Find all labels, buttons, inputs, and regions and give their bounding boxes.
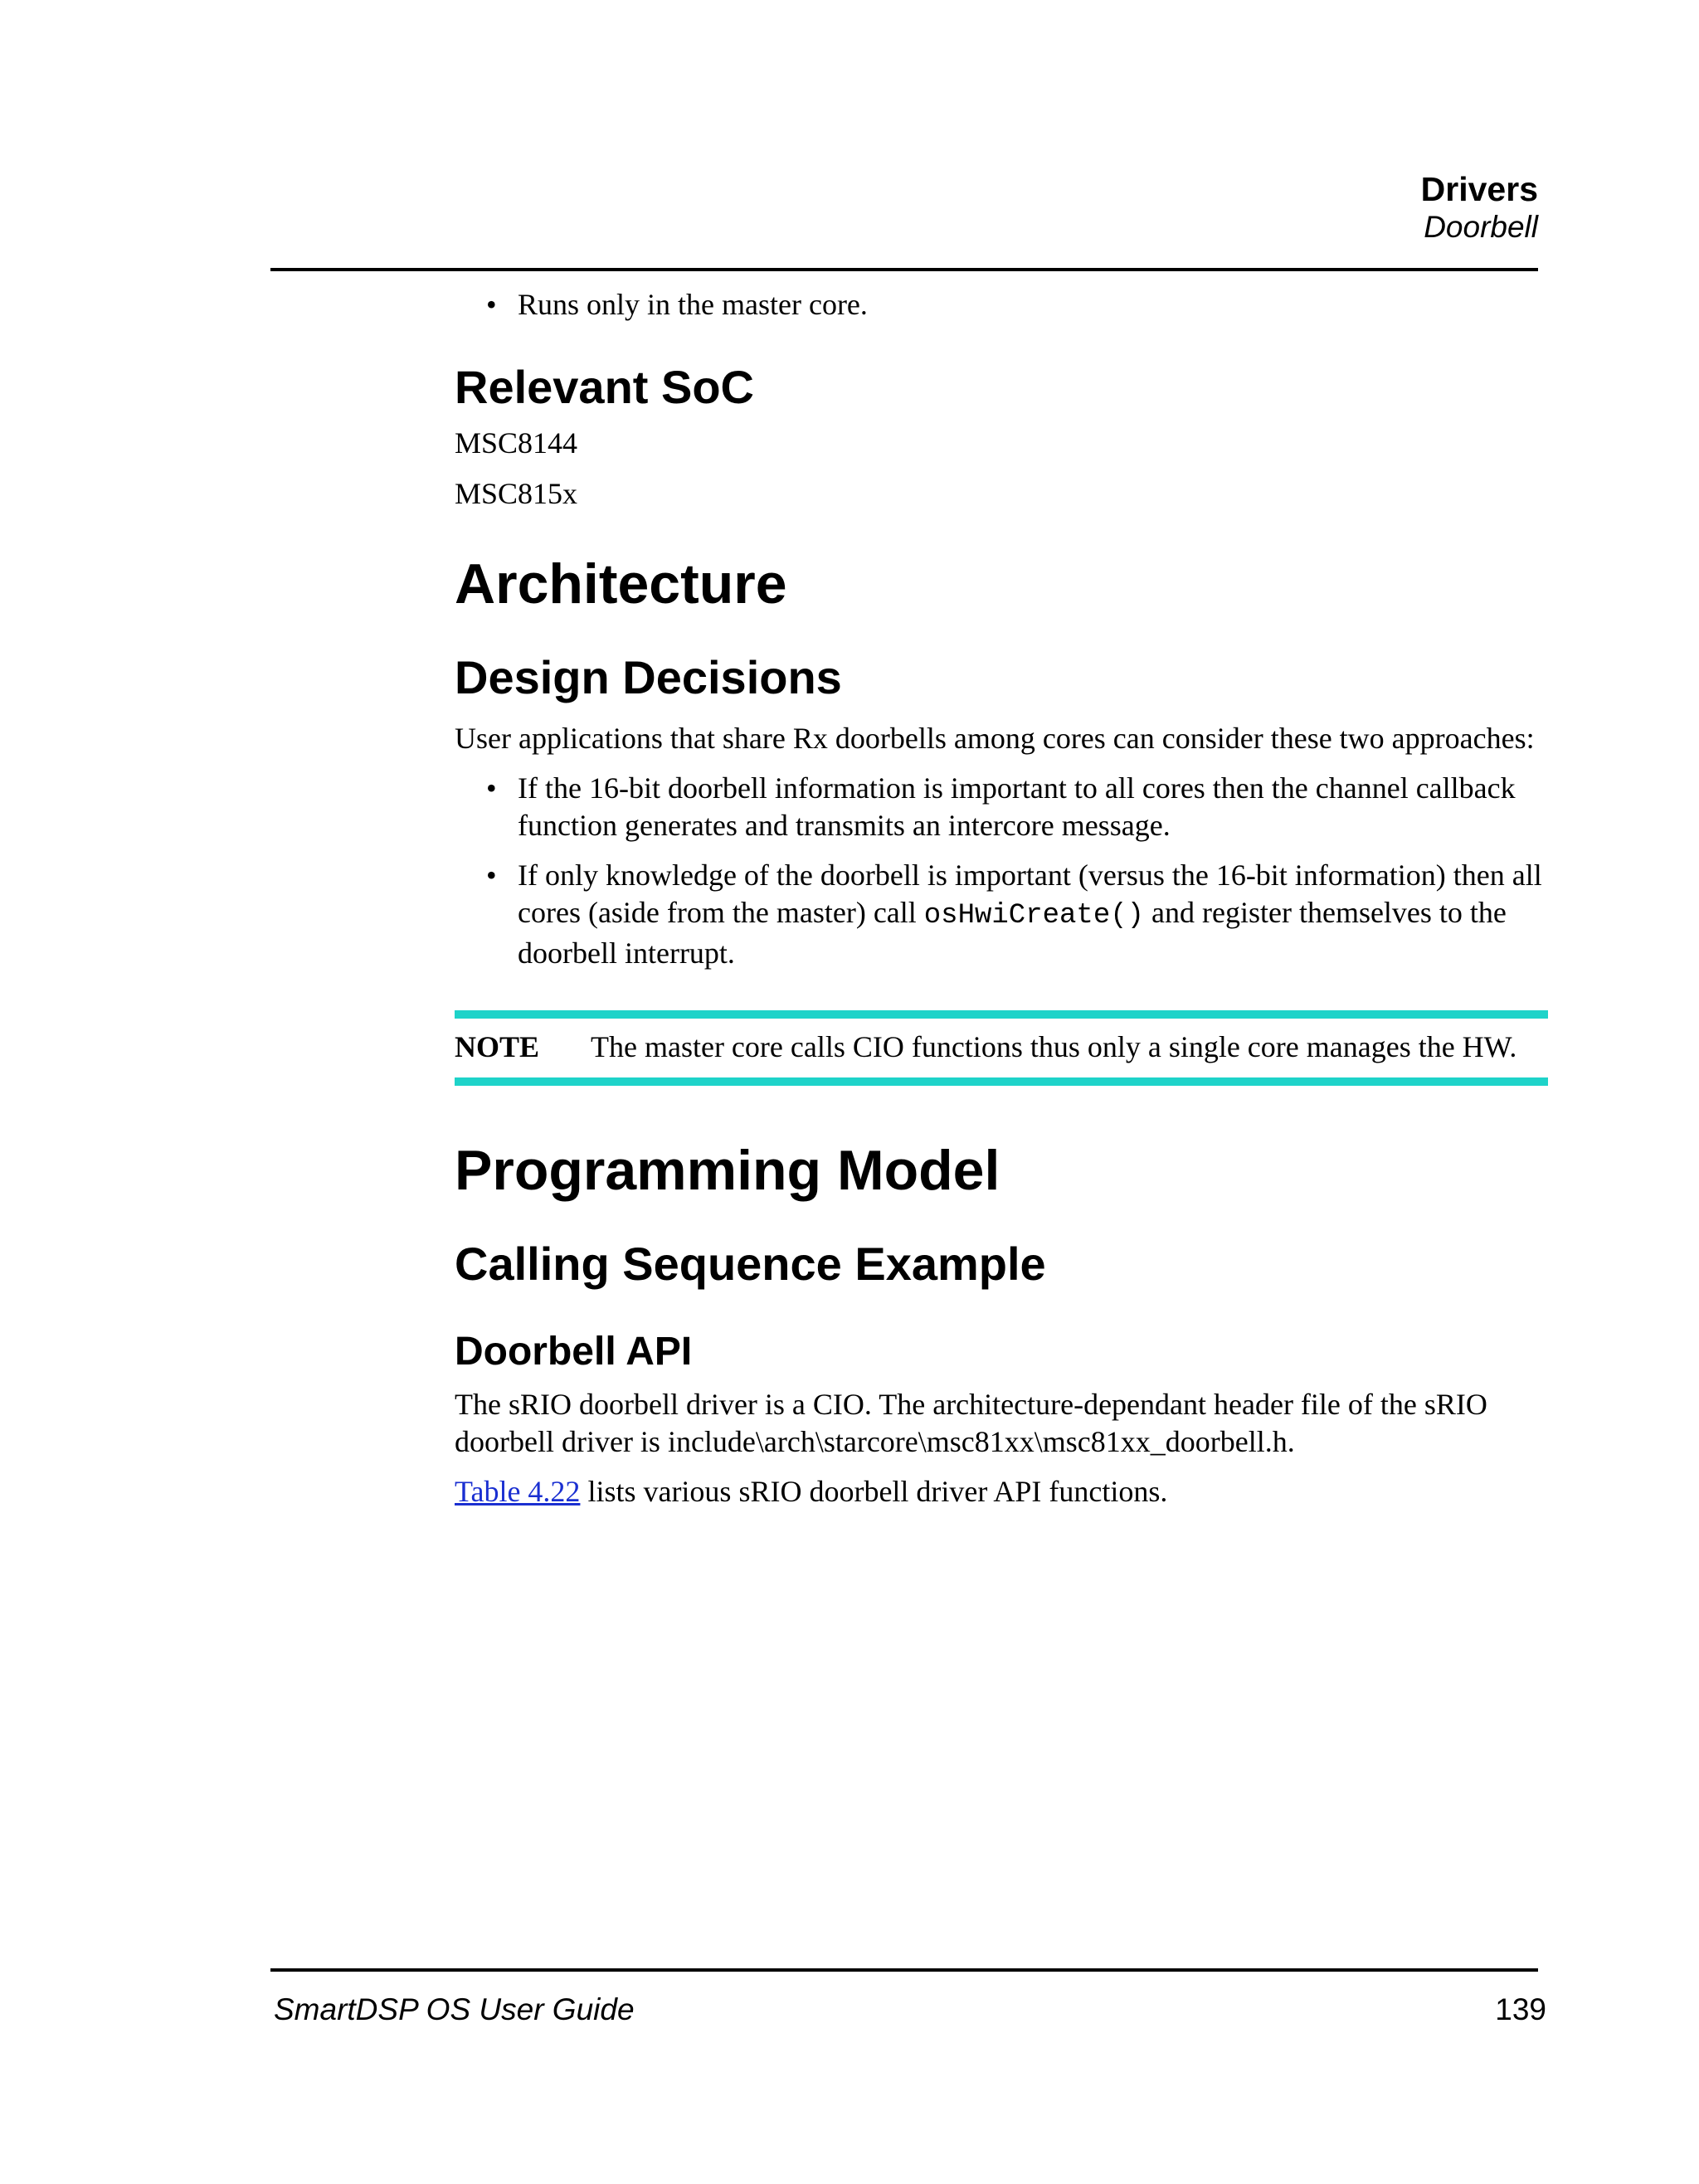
- programming-model-heading: Programming Model: [455, 1139, 1000, 1202]
- approaches-list: [455, 770, 1550, 972]
- table-reference-paragraph: [455, 1473, 1550, 1510]
- table-link[interactable]: Table 4.22: [455, 1475, 581, 1508]
- bullet-icon: •: [486, 859, 497, 892]
- architecture-heading: Architecture: [455, 552, 787, 615]
- bullet-icon: •: [486, 771, 497, 805]
- note-bottom-bar: [455, 1077, 1548, 1086]
- doorbell-api-heading: Doorbell API: [455, 1330, 693, 1374]
- design-lead-paragraph: User applications that share Rx doorbells among cores can consider these two approaches:: [455, 722, 1535, 755]
- code-function-name: osHwiCreate(): [923, 900, 1145, 931]
- list-item: [455, 770, 1550, 844]
- page-number: 139: [1495, 1992, 1546, 2026]
- relevant-soc-heading: Relevant SoC: [455, 361, 754, 413]
- note-label: NOTE: [455, 1030, 540, 1063]
- list-item-text: If the 16-bit doorbell information is important to all cores then the channel callback function generates and transmits an intercore message.: [518, 771, 1516, 842]
- main-content: [455, 286, 1550, 1510]
- header-section-title: Drivers: [1420, 170, 1538, 208]
- header-rule: [270, 268, 1538, 271]
- list-item: [455, 286, 1550, 323]
- list-item-text: Runs only in the master core.: [518, 288, 868, 321]
- note-box: [455, 1010, 1550, 1086]
- design-decisions-heading: Design Decisions: [455, 651, 842, 703]
- calling-sequence-heading: Calling Sequence Example: [455, 1238, 1046, 1290]
- header-subsection-title: Doorbell: [1424, 210, 1538, 244]
- bullet-icon: •: [486, 288, 497, 321]
- footer-rule: [270, 1968, 1538, 1972]
- note-top-bar: [455, 1010, 1548, 1019]
- running-header: [1421, 170, 1538, 246]
- doorbell-api-paragraph: The sRIO doorbell driver is a CIO. The architecture-dependant header file of the sRIO doorbell driver is include\arch\starcore\msc81xx\msc81xx_doorbell.h.: [455, 1388, 1487, 1458]
- soc-item: MSC815x: [455, 477, 578, 510]
- intro-list: [455, 286, 1550, 323]
- table-reference-text: lists various sRIO doorbell driver API functions.: [580, 1475, 1168, 1508]
- footer-title: SmartDSP OS User Guide: [274, 1992, 635, 2026]
- soc-item: MSC8144: [455, 426, 578, 460]
- list-item-text: and register themselves to the doorbell interrupt.: [518, 896, 1507, 970]
- note-text: The master core calls CIO functions thus only a single core manages the HW.: [591, 1030, 1517, 1063]
- list-item: [455, 857, 1550, 972]
- list-item-text: If only knowledge of the doorbell is important (versus the 16-bit information) then all cores (aside from the master) call: [518, 859, 1542, 929]
